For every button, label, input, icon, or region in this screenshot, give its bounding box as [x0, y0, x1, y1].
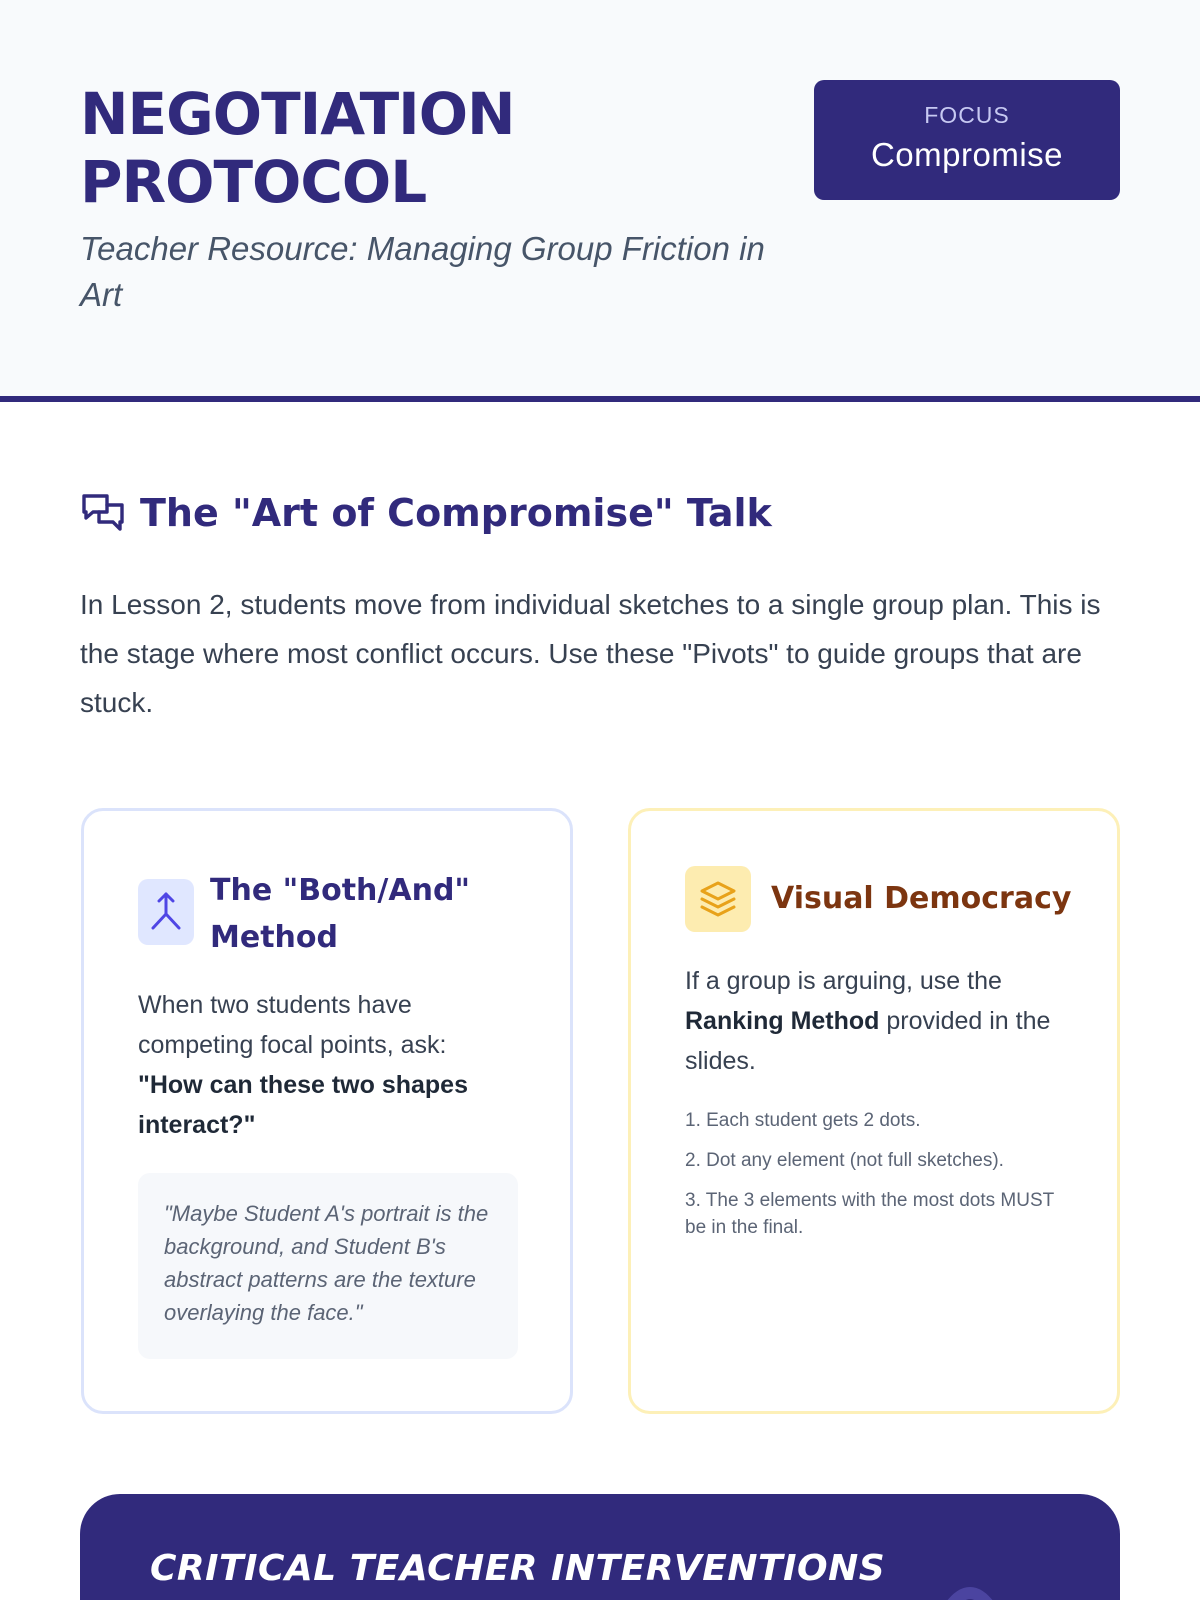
- chat-bubbles-icon: [80, 491, 126, 537]
- ranking-step: 3. The 3 elements with the most dots MUST be in the final.: [685, 1190, 1054, 1238]
- merge-icon: [149, 892, 183, 932]
- card-body-question: "How can these two shapes interact?": [138, 1071, 468, 1139]
- focus-value: Compromise: [870, 136, 1064, 173]
- decorative-arch-icon: [920, 1558, 1020, 1600]
- example-quote: "Maybe Student A's portrait is the background, and Student B's abstract patterns are the texture overlaying the face.": [138, 1173, 518, 1359]
- card-title: Visual Democracy: [771, 881, 1072, 916]
- card-body: [138, 985, 518, 1145]
- card-title: The "Both/And" Method: [210, 873, 471, 955]
- card-body-text-end: provided in the slides.: [685, 1007, 1051, 1075]
- interventions-title: CRITICAL TEACHER INTERVENTIONS: [150, 1548, 886, 1589]
- ranking-steps: [685, 1107, 1065, 1254]
- section-intro: In Lesson 2, students move from individual sketches to a single group plan. This is the stage where most conflict occurs. Use these "Pivots" to guide groups that are stuck.: [80, 589, 1101, 718]
- ranking-step: 1. Each student gets 2 dots.: [685, 1110, 921, 1131]
- page-title: NEGOTIATION PROTOCOL: [80, 80, 515, 216]
- focus-label: FOCUS: [924, 102, 1010, 128]
- section-title: The "Art of Compromise" Talk: [140, 491, 772, 535]
- card-body-text: If a group is arguing, use the: [685, 967, 1002, 995]
- both-and-card: [81, 808, 573, 1414]
- section-heading: [80, 488, 1120, 538]
- ranking-step: 2. Dot any element (not full sketches).: [685, 1150, 1004, 1171]
- card-body-text: When two students have competing focal points, ask:: [138, 991, 447, 1059]
- layers-icon-tile: [685, 866, 751, 932]
- card-body: [685, 961, 1065, 1081]
- layers-icon: [698, 879, 738, 919]
- focus-badge: [814, 80, 1120, 200]
- ranking-method-label: Ranking Method: [685, 1007, 880, 1035]
- merge-icon-tile: [138, 879, 194, 945]
- header: [0, 0, 1200, 402]
- page-subtitle: Teacher Resource: Managing Group Friction in Art: [80, 230, 765, 313]
- interventions-panel: [80, 1494, 1120, 1600]
- visual-democracy-card: [628, 808, 1120, 1414]
